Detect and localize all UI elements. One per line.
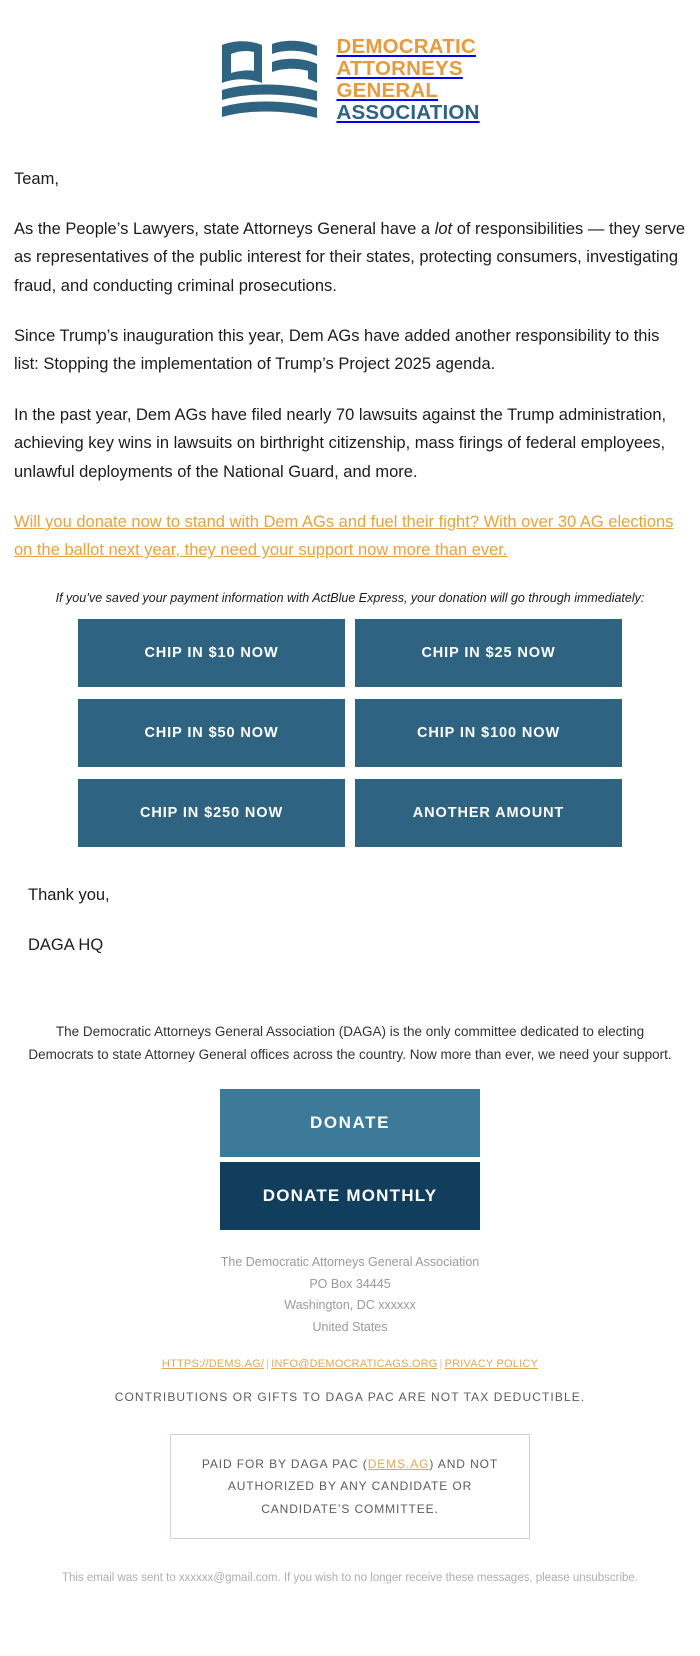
paid-for-pre-text: PAID FOR BY DAGA PAC (: [201, 1457, 368, 1472]
email-body: [0, 165, 700, 960]
organization-address: [18, 1252, 682, 1338]
donate-monthly-button[interactable]: DONATE MONTHLY: [220, 1162, 480, 1230]
privacy-policy-link[interactable]: PRIVACY POLICY: [444, 1358, 539, 1371]
wordmark-line-2: ATTORNEYS: [336, 57, 463, 81]
chip-in-50-button[interactable]: CHIP IN $50 NOW: [78, 699, 345, 767]
signoff-block: [14, 881, 686, 960]
paragraph-1-post: of responsibilities — they serve as representatives of the public interest for their states, protecting consumers, investigating fraud, and conducting criminal prosecutions.: [14, 219, 686, 295]
actblue-express-note: If you’ve saved your payment information with ActBlue Express, your donation will go through immediately:: [55, 590, 645, 605]
link-separator-2: |: [439, 1358, 443, 1371]
unsubscribe-notice[interactable]: This email was sent to xxxxxx@gmail.com. If you wish to no longer receive these messages, please unsubscribe.: [61, 1571, 639, 1584]
chip-in-button-grid: [14, 619, 686, 847]
address-line-org: The Democratic Attorneys General Association: [220, 1255, 480, 1270]
paragraph-1-emphasis: lot: [434, 219, 453, 238]
footer-mission-blurb: The Democratic Attorneys General Association (DAGA) is the only committee dedicated to electing Democrats to state Attorney General offices across the country. Now more than ever, we need your support.: [28, 1024, 672, 1063]
brand-logo-link[interactable]: [220, 36, 479, 125]
email-footer: [0, 1021, 700, 1615]
link-separator-1: |: [266, 1358, 270, 1371]
footer-donate-buttons: [18, 1089, 682, 1230]
donate-button[interactable]: DONATE: [220, 1089, 480, 1157]
chip-in-250-button[interactable]: CHIP IN $250 NOW: [78, 779, 345, 847]
paid-for-dems-ag-link[interactable]: DEMS.AG: [367, 1457, 430, 1472]
email-link[interactable]: INFO@DEMOCRATICAGS.ORG: [271, 1358, 438, 1371]
paid-for-post-text: ) AND NOT AUTHORIZED BY ANY CANDIDATE OR CANDIDATE’S COMMITTEE.: [227, 1457, 499, 1516]
brand-wordmark: [336, 36, 479, 125]
paragraph-inauguration: Since Trump’s inauguration this year, Dem AGs have added another responsibility to this list: Stopping the implementation of Trump’s Project 2025 agenda.: [14, 327, 660, 374]
daga-flag-logo-icon: [220, 39, 320, 121]
greeting-text: Team,: [14, 169, 59, 188]
chip-in-100-button[interactable]: CHIP IN $100 NOW: [355, 699, 622, 767]
wordmark-line-3: GENERAL: [336, 79, 439, 103]
another-amount-button[interactable]: ANOTHER AMOUNT: [355, 779, 622, 847]
email-header: [0, 0, 700, 151]
chip-in-10-button[interactable]: CHIP IN $10 NOW: [78, 619, 345, 687]
signoff-name: DAGA HQ: [28, 936, 104, 954]
footer-links-row: [18, 1358, 682, 1370]
donate-cta-link[interactable]: Will you donate now to stand with Dem AGs and fuel their fight? With over 30 AG elections on the ballot next year, they need your support now more than ever.: [14, 512, 674, 560]
signoff-thanks: Thank you,: [28, 885, 110, 904]
address-line-pobox: PO Box 34445: [309, 1276, 391, 1291]
paid-for-disclaimer-box: [170, 1434, 530, 1539]
wordmark-line-1: DEMOCRATIC: [336, 35, 476, 58]
paragraph-lawsuits: In the past year, Dem AGs have filed nearly 70 lawsuits against the Trump administration, achieving key wins in lawsuits on birthright citizenship, mass firings of federal employees, unlawful deployments of the National Guard, and more.: [14, 405, 667, 481]
tax-deductible-notice: CONTRIBUTIONS OR GIFTS TO DAGA PAC ARE NOT TAX DEDUCTIBLE.: [114, 1390, 586, 1405]
website-link[interactable]: HTTPS://DEMS.AG/: [161, 1358, 265, 1371]
address-line-country: United States: [312, 1319, 388, 1334]
chip-in-25-button[interactable]: CHIP IN $25 NOW: [355, 619, 622, 687]
wordmark-line-4: ASSOCIATION: [336, 101, 480, 125]
paragraph-1-pre: As the People’s Lawyers, state Attorneys General have a: [14, 219, 435, 238]
paragraph-responsibilities: [14, 215, 686, 300]
address-line-city: Washington, DC xxxxxx: [284, 1298, 416, 1313]
